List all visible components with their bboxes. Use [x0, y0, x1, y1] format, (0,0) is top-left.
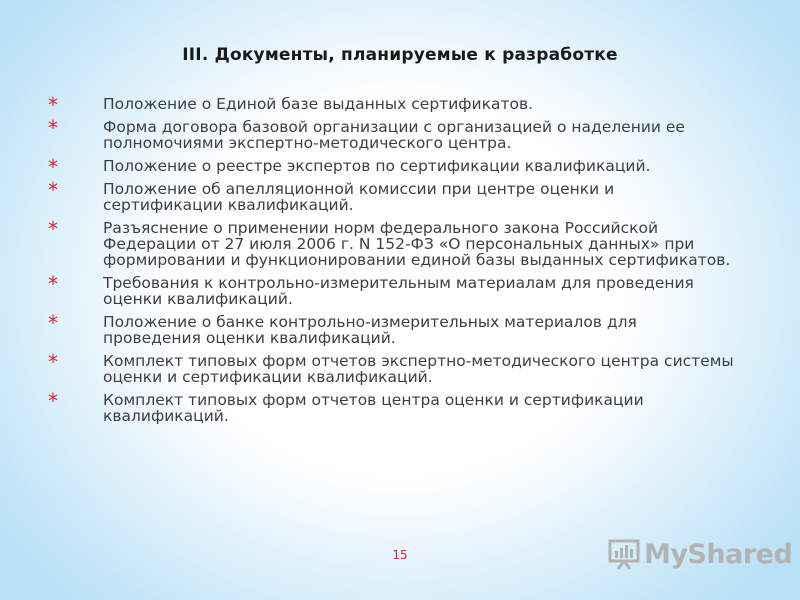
list-item-text: Требования к контрольно-измерительным материалам для проведения оценки квалификаций. — [103, 274, 694, 308]
list-item-text: Форма договора базовой организации с организацией о наделении ее полномочиями экспертно-методического центра. — [103, 118, 685, 152]
bullet-star: * — [48, 272, 58, 296]
bullet-star: * — [48, 116, 58, 140]
list-item — [48, 272, 738, 308]
list-item — [48, 350, 738, 386]
list-item — [48, 116, 738, 152]
presentation-board-icon — [608, 538, 640, 570]
list-item — [48, 311, 738, 347]
bullet-list — [48, 93, 738, 431]
list-item — [48, 217, 738, 269]
slide-title: III. Документы, планируемые к разработке — [182, 45, 618, 65]
list-item-text: Комплект типовых форм отчетов центра оценки и сертификации квалификаций. — [103, 391, 644, 425]
bullet-star: * — [48, 93, 58, 117]
list-item-text: Положение о банке контрольно-измерительных материалов для проведения оценки квалификаций. — [103, 313, 637, 347]
list-item-text: Положение об апелляционной комиссии при центре оценки и сертификации квалификаций. — [103, 180, 615, 214]
bullet-star: * — [48, 217, 58, 241]
list-item-text: Разъяснение о применении норм федерального закона Российской Федерации от 27 июля 2006 г. N 152-ФЗ «О персональных данных» при формировании и функционировании единой базы выданных сертификатов. — [103, 219, 731, 269]
logo-text: MyShared — [644, 538, 793, 570]
bullet-star: * — [48, 178, 58, 202]
bullet-star: * — [48, 155, 58, 179]
list-item-text: Положение о Единой базе выданных сертификатов. — [103, 95, 534, 113]
list-item-text: Положение о реестре экспертов по сертификации квалификаций. — [103, 157, 651, 175]
list-item — [48, 155, 738, 179]
bullet-star: * — [48, 350, 58, 374]
list-item — [48, 93, 738, 117]
myshared-logo[interactable] — [608, 538, 792, 570]
list-item — [48, 178, 738, 214]
list-item — [48, 389, 738, 425]
bullet-star: * — [48, 311, 58, 335]
list-item-text: Комплект типовых форм отчетов экспертно-методического центра системы оценки и сертификации квалификаций. — [103, 352, 734, 386]
page-number: 15 — [392, 548, 408, 562]
bullet-star: * — [48, 389, 58, 413]
